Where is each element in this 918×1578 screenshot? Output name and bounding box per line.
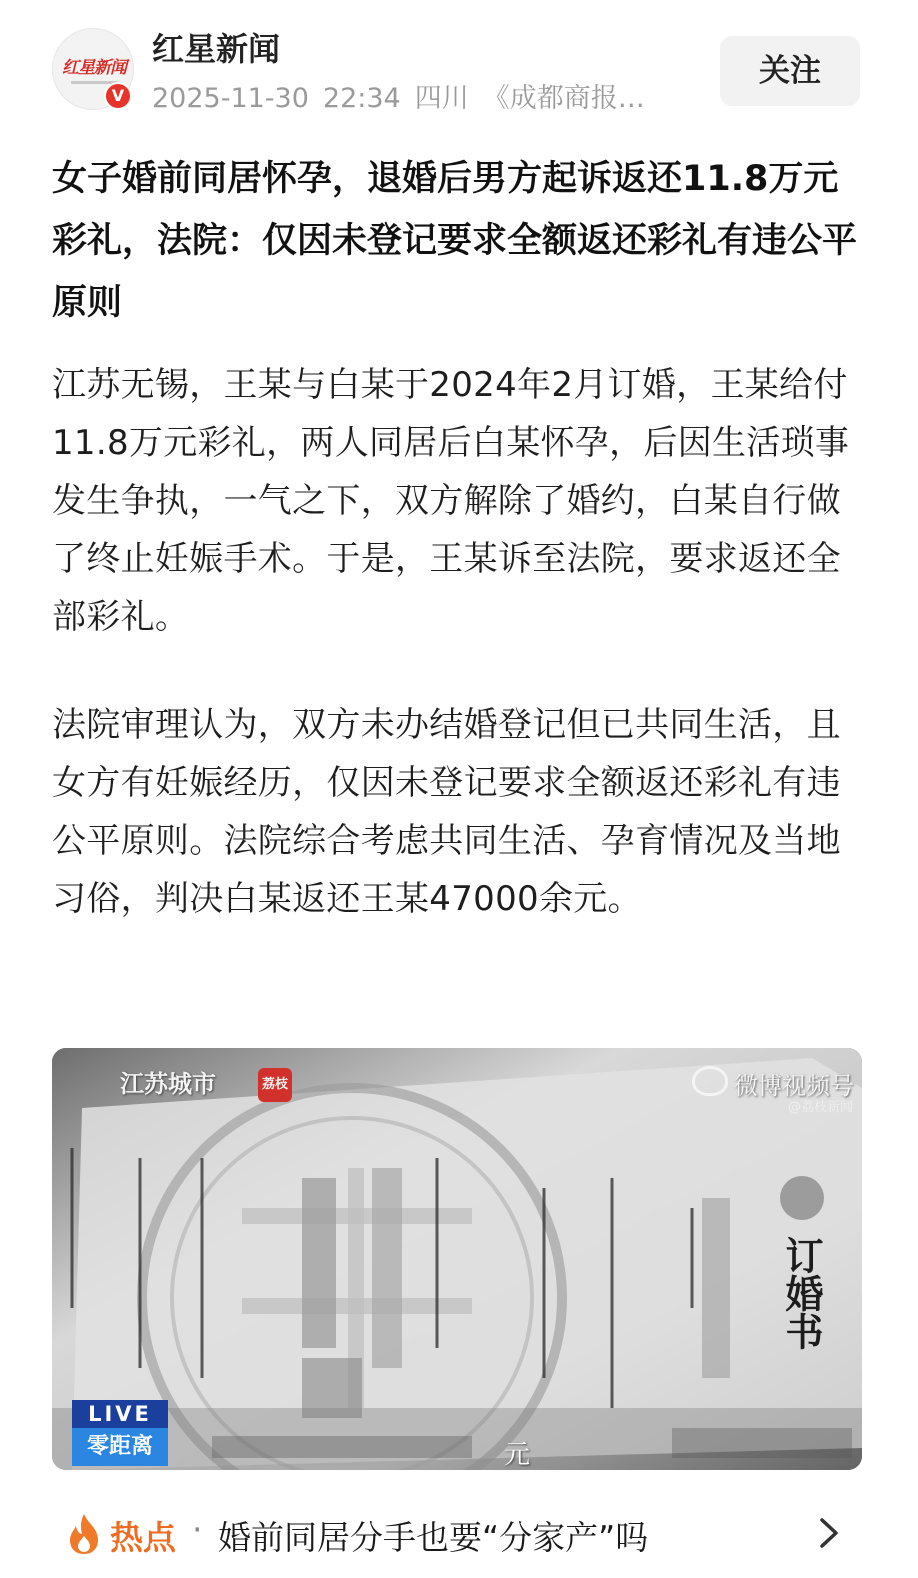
live-label: LIVE — [72, 1400, 168, 1428]
post-meta — [152, 76, 692, 115]
flame-icon — [66, 1512, 102, 1556]
post-region: 四川 — [414, 83, 469, 114]
hot-topic-label: 热点 — [110, 1518, 176, 1557]
hot-topic-text: 婚前同居分手也要“分家产”吗 — [218, 1518, 649, 1557]
author-name[interactable]: 红星新闻 — [152, 30, 281, 68]
article-paragraph-2: 法院审理认为，双方未办结婚登记但已共同生活，且女方有妊娠经历，仅因未登记要求全额返还彩礼有违公平原则。法院综合考虑共同生活、孕育情况及当地习俗，判决白某返还王某47000余元。 — [52, 705, 841, 919]
post-date: 2025-11-30 — [152, 83, 309, 114]
weibo-icon — [692, 1066, 728, 1096]
verified-badge-icon: V — [104, 82, 132, 110]
live-badge — [72, 1400, 168, 1466]
avatar-logo-text: 红星新闻 — [62, 58, 126, 78]
news-video-thumbnail[interactable] — [52, 1048, 862, 1470]
channel-logo: 江苏城市 — [120, 1070, 216, 1098]
document-title: 订婚书 — [779, 1236, 824, 1350]
engagement-document-graphic — [52, 1048, 862, 1470]
article-title: 女子婚前同居怀孕，退婚后男方起诉返还11.8万元彩礼，法院：仅因未登记要求全额返还彩礼有违公平原则 — [52, 159, 858, 323]
article-paragraph-1: 江苏无锡，王某与白某于2024年2月订婚，王某给付11.8万元彩礼，两人同居后白某怀孕，后因生活琐事发生争执，一气之下，双方解除了婚约，白某自行做了终止妊娠手术。于是，王某诉至法院，要求返还全部彩礼。 — [52, 365, 850, 637]
post-time: 22:34 — [322, 83, 401, 114]
source-watermark-handle: @荔枝新闻 — [788, 1100, 854, 1115]
channel-badge-icon: 荔枝 — [258, 1068, 292, 1102]
hot-topic-separator: · — [192, 1510, 203, 1549]
article-header — [0, 0, 918, 130]
chevron-right-icon — [818, 1516, 840, 1550]
hot-topic-link[interactable] — [52, 1506, 872, 1562]
live-program-name: 零距离 — [72, 1428, 168, 1466]
source-watermark: 微博视频号 — [734, 1072, 854, 1100]
post-source: 《成都商报… — [482, 83, 645, 114]
subtitle-fragment: 元 — [504, 1440, 531, 1470]
follow-button[interactable]: 关注 — [720, 36, 860, 106]
